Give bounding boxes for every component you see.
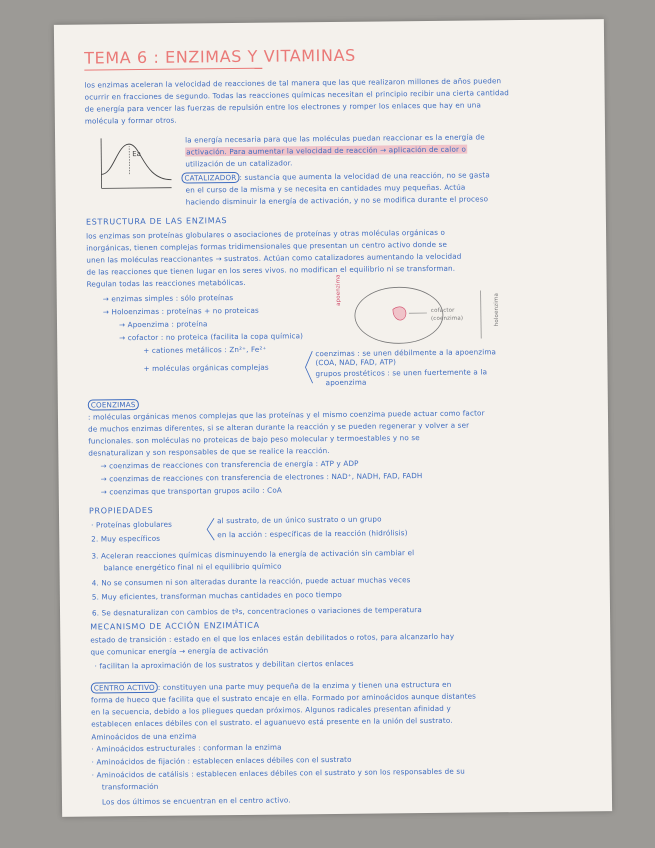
catalizador-line: CATALIZADOR : sustancia que aumenta la velocidad de una reacción, no se gasta [181,170,489,182]
coenzimas-line [88,400,139,410]
coenzimas-item: → coenzimas de reacciones con transferencia de energía : ATP y ADP [100,458,359,471]
intro-line: los enzimas aceleran la velocidad de reacciones de tal manera que las que realizaron millones de años pueden [84,76,502,90]
graph-x-axis [102,188,172,189]
aminoacido-item: · Aminoácidos estructurales : conforman la enzima [91,742,282,754]
tree-item: → cofactor : no proteica (facilita la copa química) [119,331,304,343]
holoenzima-label: holoenzima [493,292,501,327]
aminoacido-item: · Aminoácidos de catálisis : establecen enlaces débiles con el sustrato y son los responsables de su [91,766,465,780]
branch-coenzimas-examples: (COA, NAD, FAD, ATP) [315,357,397,368]
intro-line: de energía para vencer las fuerzas de repulsión entre los electrones y romper los enlaces que hay en una [84,100,482,114]
branch-grupos-cont: apoenzima [325,377,367,388]
coenzimas-line: funcionales. son moléculas no proteicas de bajo peso molecular y termoestables y no se [88,433,420,446]
coenzimas-line: de muchos enzimas diferentes, si se alteran durante la reacción y se pueden regenerar y volver a ser [88,420,470,434]
catalizador-tag: CATALIZADOR [181,172,239,184]
apoenzima-label: apoenzima [335,274,342,306]
centro-line: CENTRO ACTIVO : constituyen una parte muy pequeña de la enzima y tienen una estructura en [91,680,452,693]
active-site-cofactor [393,307,406,320]
brace [303,350,313,384]
energy-line: utilización de un catalizador. [185,158,293,169]
propiedad-item: 2. Muy específicos [91,533,161,544]
energy-line: la energía necesaria para que las moléculas puedan reaccionar es la energía de [185,132,485,145]
estructura-line: de las reacciones que tienen lugar en los seres vivos. no modifican el equilibrio ni se transforman. [86,263,456,277]
section-heading-propiedades: PROPIEDADES [88,505,154,516]
tree-item: → enzimas simples : sólo proteínas [102,293,234,304]
centro-activo-tag: CENTRO ACTIVO [91,682,158,694]
centro-line: forma de hueco que facilita que el sustrato encaje en ella. Formado por aminoácidos aunque distantes [90,691,477,705]
aminoacido-item: transformación [101,781,159,792]
aminoacido-item: · Aminoácidos de fijación : establecen enlaces débiles con el sustrato [91,754,352,767]
ea-label: Ea [132,149,141,159]
estructura-line: Regulan todas las reacciones metabólicas. [86,277,246,289]
spec-accion: en la acción : específicas de la reacción (hidrólisis) [217,528,408,540]
mecanismo-line: · facilitan la aproximación de los sustratos y debilitan ciertos enlaces [94,658,354,671]
holoenzima-diagram [353,282,504,348]
title-underline [84,68,262,71]
page-title: TEMA 6 : ENZIMAS Y VITAMINAS [84,45,356,68]
section-heading-mecanismo: MECANISMO DE ACCIÓN ENZIMÁTICA [90,620,260,632]
propiedad-item: 5. Muy eficientes, transforman muchas cantidades en poco tiempo [91,589,342,602]
coenzimas-line: desnaturalizan y son responsables de que se realice la reacción. [88,446,330,458]
catalizador-line: en el curso de la misma y se necesita en cantidades muy pequeñas. Actúa [185,182,466,195]
tree-item: + cationes metálicos : Zn²⁺, Fe²⁺ [143,344,267,355]
propiedad-item: 6. Se desnaturalizan con cambios de tªs, concentraciones o variaciones de temperatura [91,605,422,618]
coenzimas-item: → coenzimas de reacciones con transferencia de electrones : NAD⁺, NADH, FAD, FADH [100,471,423,484]
propiedad-item: 3. Aceleran reacciones químicas disminuyendo la energía de activación sin cambiar el [91,548,415,561]
spec-sustrato: al sustrato, de un único sustrato o un grupo [217,514,382,526]
estructura-line: inorgánicas, tienen complejas formas tridimensionales que presentan un centro activo donde se [86,239,448,253]
cofactor-label: cofactor [430,307,455,314]
energy-graph [95,134,176,193]
coenzimas-tag: COENZIMAS [88,399,139,411]
centro-subheading: Aminoácidos de una enzima [91,731,197,742]
notebook-page [54,19,612,817]
mecanismo-line: estado de transición : estado en el que los enlaces están debilitados o rotos, para alcanzarlo hay [90,631,455,645]
catalizador-line: haciendo disminuir la energía de activación, y no se modifica durante el proceso [185,194,489,207]
coenzima-label: (coenzima) [430,315,464,322]
propiedad-item: · Proteínas globulares [91,519,173,530]
tree-item: → Holoenzimas : proteínas + no proteicas [102,305,259,317]
coenzimas-line: : moléculas orgánicas menos complejas que las proteínas y el mismo coenzima puede actuar como factor [87,408,485,422]
centro-line: establecen enlaces débiles con el sustrato. el aguanuevo está presente en la unión del sustrato. [91,715,453,729]
intro-line: molécula y formar otros. [84,115,177,126]
conclusion-line: Los dos últimos se encuentran en el centro activo. [101,795,291,807]
estructura-line: unen las moléculas reaccionantes → sustratos. Actúan como catalizadores aumentando la velocidad [86,251,462,265]
propiedad-item: 4. No se consumen ni son alteradas durante la reacción, puede actuar muchas veces [91,575,411,588]
graph-y-axis [101,138,102,188]
branch-coenzimas: coenzimas : se unen débilmente a la apoenzima [315,347,497,359]
intro-line: ocurrir en fracciones de segundo. Todas las reacciones químicas necesitan el principio recibir una cierta cantidad [84,88,510,102]
tree-item: → Apoenzima : proteína [118,319,208,330]
coenzimas-item: → coenzimas que transportan grupos acilo : CoA [100,485,282,497]
spec-brace [205,517,215,541]
estructura-line: los enzimas son proteínas globulares o asociaciones de proteínas y otras moléculas orgánicas o [86,227,446,241]
propiedad-item: balance energético final ni el equilibrio químico [103,561,282,573]
energy-line: activación. Para aumentar la velocidad de reacción → aplicación de calor o [186,144,467,157]
tree-item: + moléculas orgánicas complejas [143,362,269,373]
section-heading-estructura: ESTRUCTURA DE LAS ENZIMAS [85,216,228,227]
holoenzima-bracket [481,290,482,338]
branch-grupos: grupos prostéticos : se unen fuertemente a la [315,367,488,379]
mecanismo-line: que comunicar energía → energía de activación [90,645,269,657]
centro-line: en la secuencia, debido a los pliegues quedan próximos. Algunos radicales presentan afinidad y [91,703,451,717]
